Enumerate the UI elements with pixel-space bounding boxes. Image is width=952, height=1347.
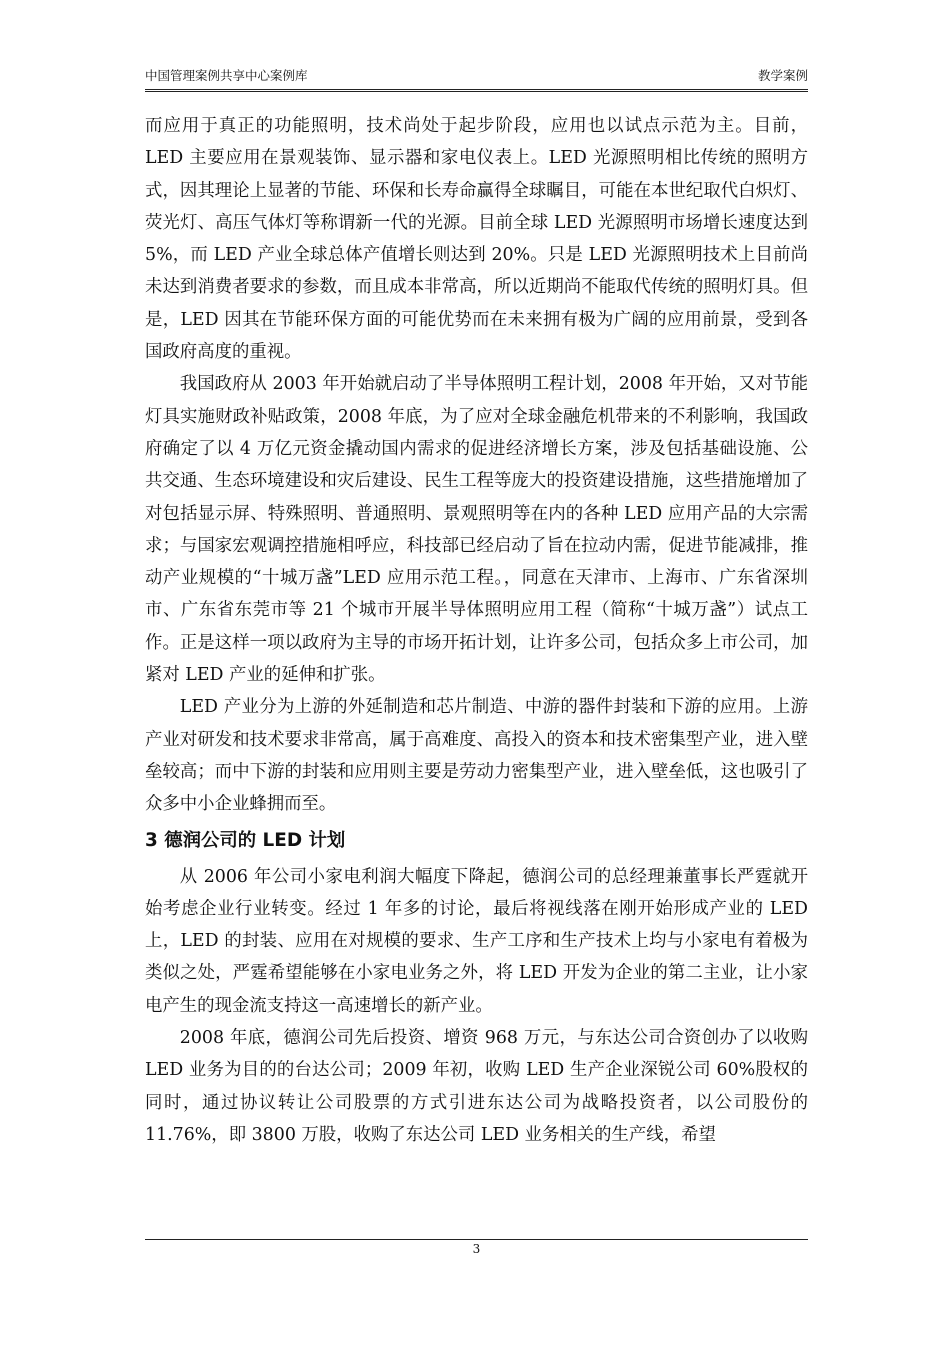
paragraph-5: 2008 年底，德润公司先后投资、增资 968 万元，与东达公司合资创办了以收购 LED 业务为目的的台达公司；2009 年初，收购 LED 生产企业深锐公司 60%股权的同时，通过协议转让公司股票的方式引进东达公司为战略投资者，以公司股份的 11.76%，即 3800 万股，收购了东达公司 LED 业务相关的生产线，希望: [145, 1028, 808, 1145]
page-number: 3: [472, 1242, 481, 1256]
header-case-type: 教学案例: [757, 68, 808, 83]
footer-divider: [145, 1239, 808, 1240]
page-header: [145, 66, 808, 86]
header-library-name: 中国管理案例共享中心案例库: [145, 68, 308, 83]
paragraph-2: 我国政府从 2003 年开始就启动了半导体照明工程计划，2008 年开始，又对节能灯具实施财政补贴政策，2008 年底，为了应对全球金融危机带来的不利影响，我国政府确定了以 4 万亿元资金撬动国内需求的促进经济增长方案，涉及包括基础设施、公共交通、生态环境建设和灾后建设、民生工程等庞大的投资建设措施，这些措施增加了对包括显示屏、特殊照明、普通照明、景观照明等在内的各种 LED 应用产品的大宗需求；与国家宏观调控措施相呼应，科技部已经启动了旨在拉动内需，促进节能减排，推动产业规模的“十城万盏”LED 应用示范工程。，同意在天津市、上海市、广东省深圳市、广东省东莞市等 21 个城市开展半导体照明应用工程（简称“十城万盏”）试点工作。正是这样一项以政府为主导的市场开拓计划，让许多公司，包括众多上市公司，加紧对 LED 产业的延伸和扩张。: [145, 374, 808, 686]
paragraph-4: 从 2006 年公司小家电利润大幅度下降起，德润公司的总经理兼董事长严霆就开始考虑企业行业转变。经过 1 年多的讨论，最后将视线落在刚开始形成产业的 LED 上，LED 的封装、应用在对规模的要求、生产工序和生产技术上均与小家电有着极为类似之处，严霆希望能够在小家电业务之外，将 LED 开发为企业的第二主业，让小家电产生的现金流支持这一高速增长的新产业。: [145, 866, 808, 1016]
header-divider-thin: [145, 91, 808, 92]
paragraph-1: 而应用于真正的功能照明，技术尚处于起步阶段，应用也以试点示范为主。目前，LED 主要应用在景观装饰、显示器和家电仪表上。LED 光源照明相比传统的照明方式，因其理论上显著的节能、环保和长寿命赢得全球瞩目，可能在本世纪取代白炽灯、荧光灯、高压气体灯等称谓新一代的光源。目前全球 LED 光源照明市场增长速度达到 5%，而 LED 产业全球总体产值增长则达到 20%。只是 LED 光源照明技术上目前尚未达到消费者要求的参数，而且成本非常高，所以近期尚不能取代传统的照明灯具。但是，LED 因其在节能环保方面的可能优势而在未来拥有极为广阔的应用前景，受到各国政府高度的重视。: [145, 116, 808, 363]
body-text: [145, 110, 808, 1151]
header-divider: [145, 89, 808, 90]
section-heading: 3 德润公司的 LED 计划: [145, 829, 346, 851]
paragraph-3: LED 产业分为上游的外延制造和芯片制造、中游的器件封装和下游的应用。上游产业对研发和技术要求非常高，属于高难度、高投入的资本和技术密集型产业，进入壁垒较高；而中下游的封装和应用则主要是劳动力密集型产业，进入壁垒低，这也吸引了众多中小企业蜂拥而至。: [145, 697, 808, 815]
